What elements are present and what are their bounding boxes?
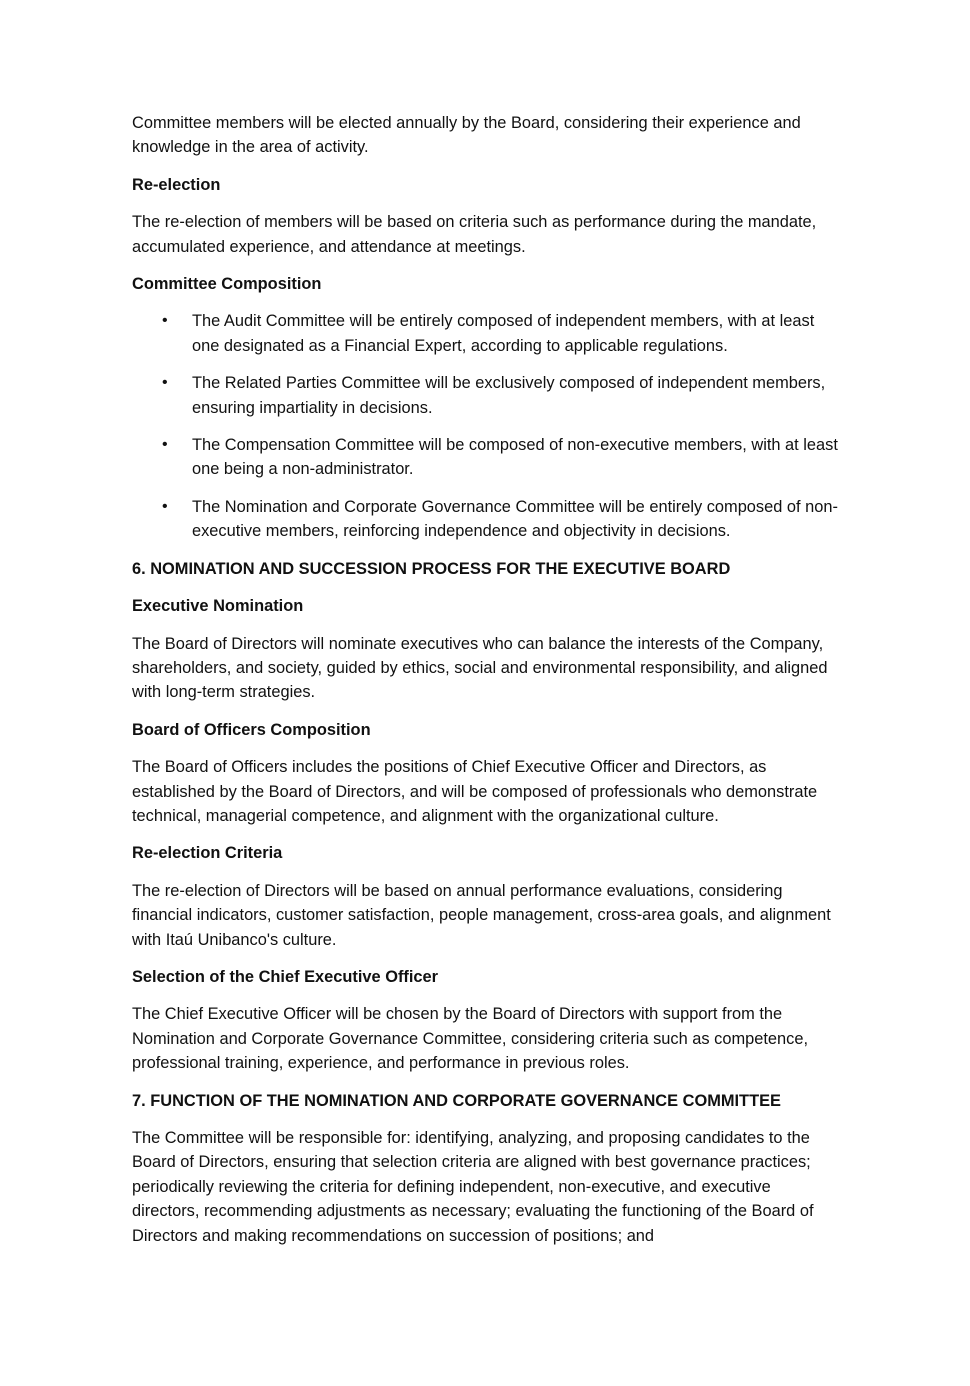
heading-section-6: 6. NOMINATION AND SUCCESSION PROCESS FOR THE EXECUTIVE BOARD [132, 559, 731, 578]
list-item-text: The Audit Committee will be entirely composed of independent members, with at least one designated as a Financial Expert, according to applicable regulations. [192, 312, 815, 355]
heading-executive-nomination: Executive Nomination [132, 597, 304, 616]
bullet-icon: • [162, 436, 168, 454]
paragraph-ceo-selection: The Chief Executive Officer will be chosen by the Board of Directors with support from the Nomination and Corporate Governance Committee, considering criteria such as competence, professional training, experience, and performance in previous roles. [132, 1005, 808, 1073]
heading-section-7: 7. FUNCTION OF THE NOMINATION AND CORPORATE GOVERNANCE COMMITTEE [132, 1091, 781, 1110]
list-item-text: The Compensation Committee will be composed of non-executive members, with at least one being a non-administrator. [192, 436, 838, 479]
list-item [132, 371, 842, 420]
list-item [132, 495, 842, 544]
list-item-text: The Nomination and Corporate Governance Committee will be entirely composed of non-executive members, reinforcing independence and objectivity in decisions. [192, 497, 838, 541]
paragraph-committee-function: The Committee will be responsible for: identifying, analyzing, and proposing candidates to the Board of Directors, ensuring that selection criteria are aligned with best governance practices; periodically reviewing the criteria for defining independent, non-executive, and executive directors, recommending adjustments as necessary; evaluating the functioning of the Board of Directors and making recommendations on succession of positions; and [132, 1129, 814, 1245]
heading-committee-composition: Committee Composition [132, 275, 322, 294]
heading-ceo-selection: Selection of the Chief Executive Officer [132, 967, 439, 986]
paragraph-reelection: The re-election of members will be based on criteria such as performance during the mandate, accumulated experience, and attendance at meetings. [132, 213, 817, 256]
list-item-text: The Related Parties Committee will be exclusively composed of independent members, ensuring impartiality in decisions. [192, 374, 826, 417]
list-item [132, 433, 842, 482]
bullet-icon: • [162, 312, 168, 330]
bullet-icon: • [162, 374, 168, 392]
paragraph-board-of-officers: The Board of Officers includes the positions of Chief Executive Officer and Directors, as established by the Board of Directors, and will be composed of professionals who demonstrate technical, managerial competence, and alignment with the organizational culture. [132, 758, 818, 825]
heading-reelection: Re-election [132, 175, 221, 194]
committee-composition-list [132, 309, 842, 543]
heading-board-of-officers: Board of Officers Composition [132, 720, 371, 739]
paragraph-election: Committee members will be elected annually by the Board, considering their experience and knowledge in the area of activity. [132, 114, 801, 157]
bullet-icon: • [162, 497, 168, 515]
paragraph-reelection-criteria: The re-election of Directors will be based on annual performance evaluations, considering financial indicators, customer satisfaction, people management, cross-area goals, and alignment with Itaú Unibanco's culture. [132, 881, 831, 949]
heading-reelection-criteria: Re-election Criteria [132, 844, 283, 863]
list-item [132, 309, 842, 358]
paragraph-executive-nomination: The Board of Directors will nominate executives who can balance the interests of the Company, shareholders, and society, guided by ethics, social and environmental responsibility, and aligned with long-term strategies. [132, 634, 828, 702]
